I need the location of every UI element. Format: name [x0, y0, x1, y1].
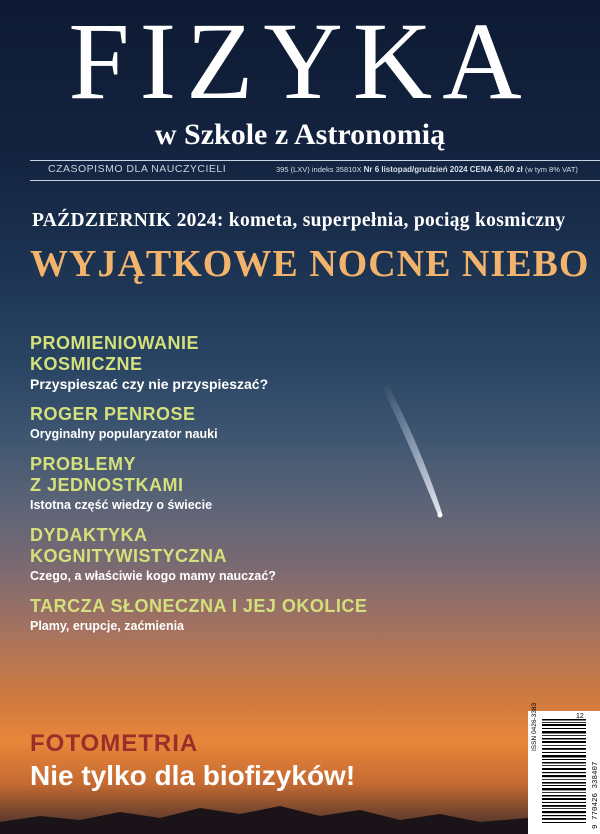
- topic-item: [30, 404, 500, 443]
- barcode-addon: 12: [576, 713, 584, 720]
- issue-info-line: [276, 165, 578, 174]
- issn-text: ISSN 0426-3383: [531, 702, 538, 751]
- topic-subtitle: Przyspieszać czy nie przyspieszać?: [30, 376, 269, 392]
- barcode-bars: [528, 711, 600, 834]
- issue-vat: (w tym 8% VAT): [524, 165, 578, 174]
- topic-item: [30, 596, 500, 635]
- feature-title: FOTOMETRIA: [30, 730, 199, 757]
- tagline: CZASOPISMO DLA NAUCZYCIELI: [48, 163, 227, 175]
- cover-kicker: PAŹDZIERNIK 2024: kometa, superpełnia, pociąg kosmiczny: [32, 210, 566, 231]
- topic-subtitle: Istotna część wiedzy o świecie: [30, 498, 213, 512]
- topic-title: PROMIENIOWANIE KOSMICZNE: [30, 333, 200, 374]
- topic-title: PROBLEMY Z JEDNOSTKAMI: [30, 454, 184, 495]
- topic-title: DYDAKTYKA KOGNITYWISTYCZNA: [30, 525, 227, 566]
- barcode-digits: 9 770426 338407: [592, 761, 600, 829]
- magazine-subtitle: w Szkole z Astronomią: [154, 118, 446, 151]
- topic-title: ROGER PENROSE: [30, 404, 196, 424]
- divider-bottom: [30, 180, 600, 181]
- cover-headline: WYJĄTKOWE NOCNE NIEBO: [30, 243, 590, 285]
- topic-subtitle: Oryginalny popularyzator nauki: [30, 427, 218, 441]
- topic-list: [30, 333, 500, 646]
- issue-index: 395 (LXV) indeks 35810X: [276, 165, 362, 174]
- topic-subtitle: Czego, a właściwie kogo mamy nauczać?: [30, 569, 276, 583]
- issue-price: CENA 45,00 zł: [469, 165, 523, 174]
- topic-item: [30, 525, 500, 585]
- topic-item: [30, 333, 500, 393]
- feature-subtitle: Nie tylko dla biofizyków!: [30, 760, 356, 791]
- divider-top: [30, 160, 600, 161]
- barcode: [528, 702, 600, 834]
- topic-title: TARCZA SŁONECZNA I JEJ OKOLICE: [30, 596, 368, 616]
- magazine-title: FIZYKA: [68, 0, 532, 122]
- mountain-silhouette: [0, 794, 600, 834]
- topic-item: [30, 454, 500, 514]
- issue-number: Nr 6 listopad/grudzień 2024: [363, 165, 468, 174]
- topic-subtitle: Plamy, erupcje, zaćmienia: [30, 619, 185, 633]
